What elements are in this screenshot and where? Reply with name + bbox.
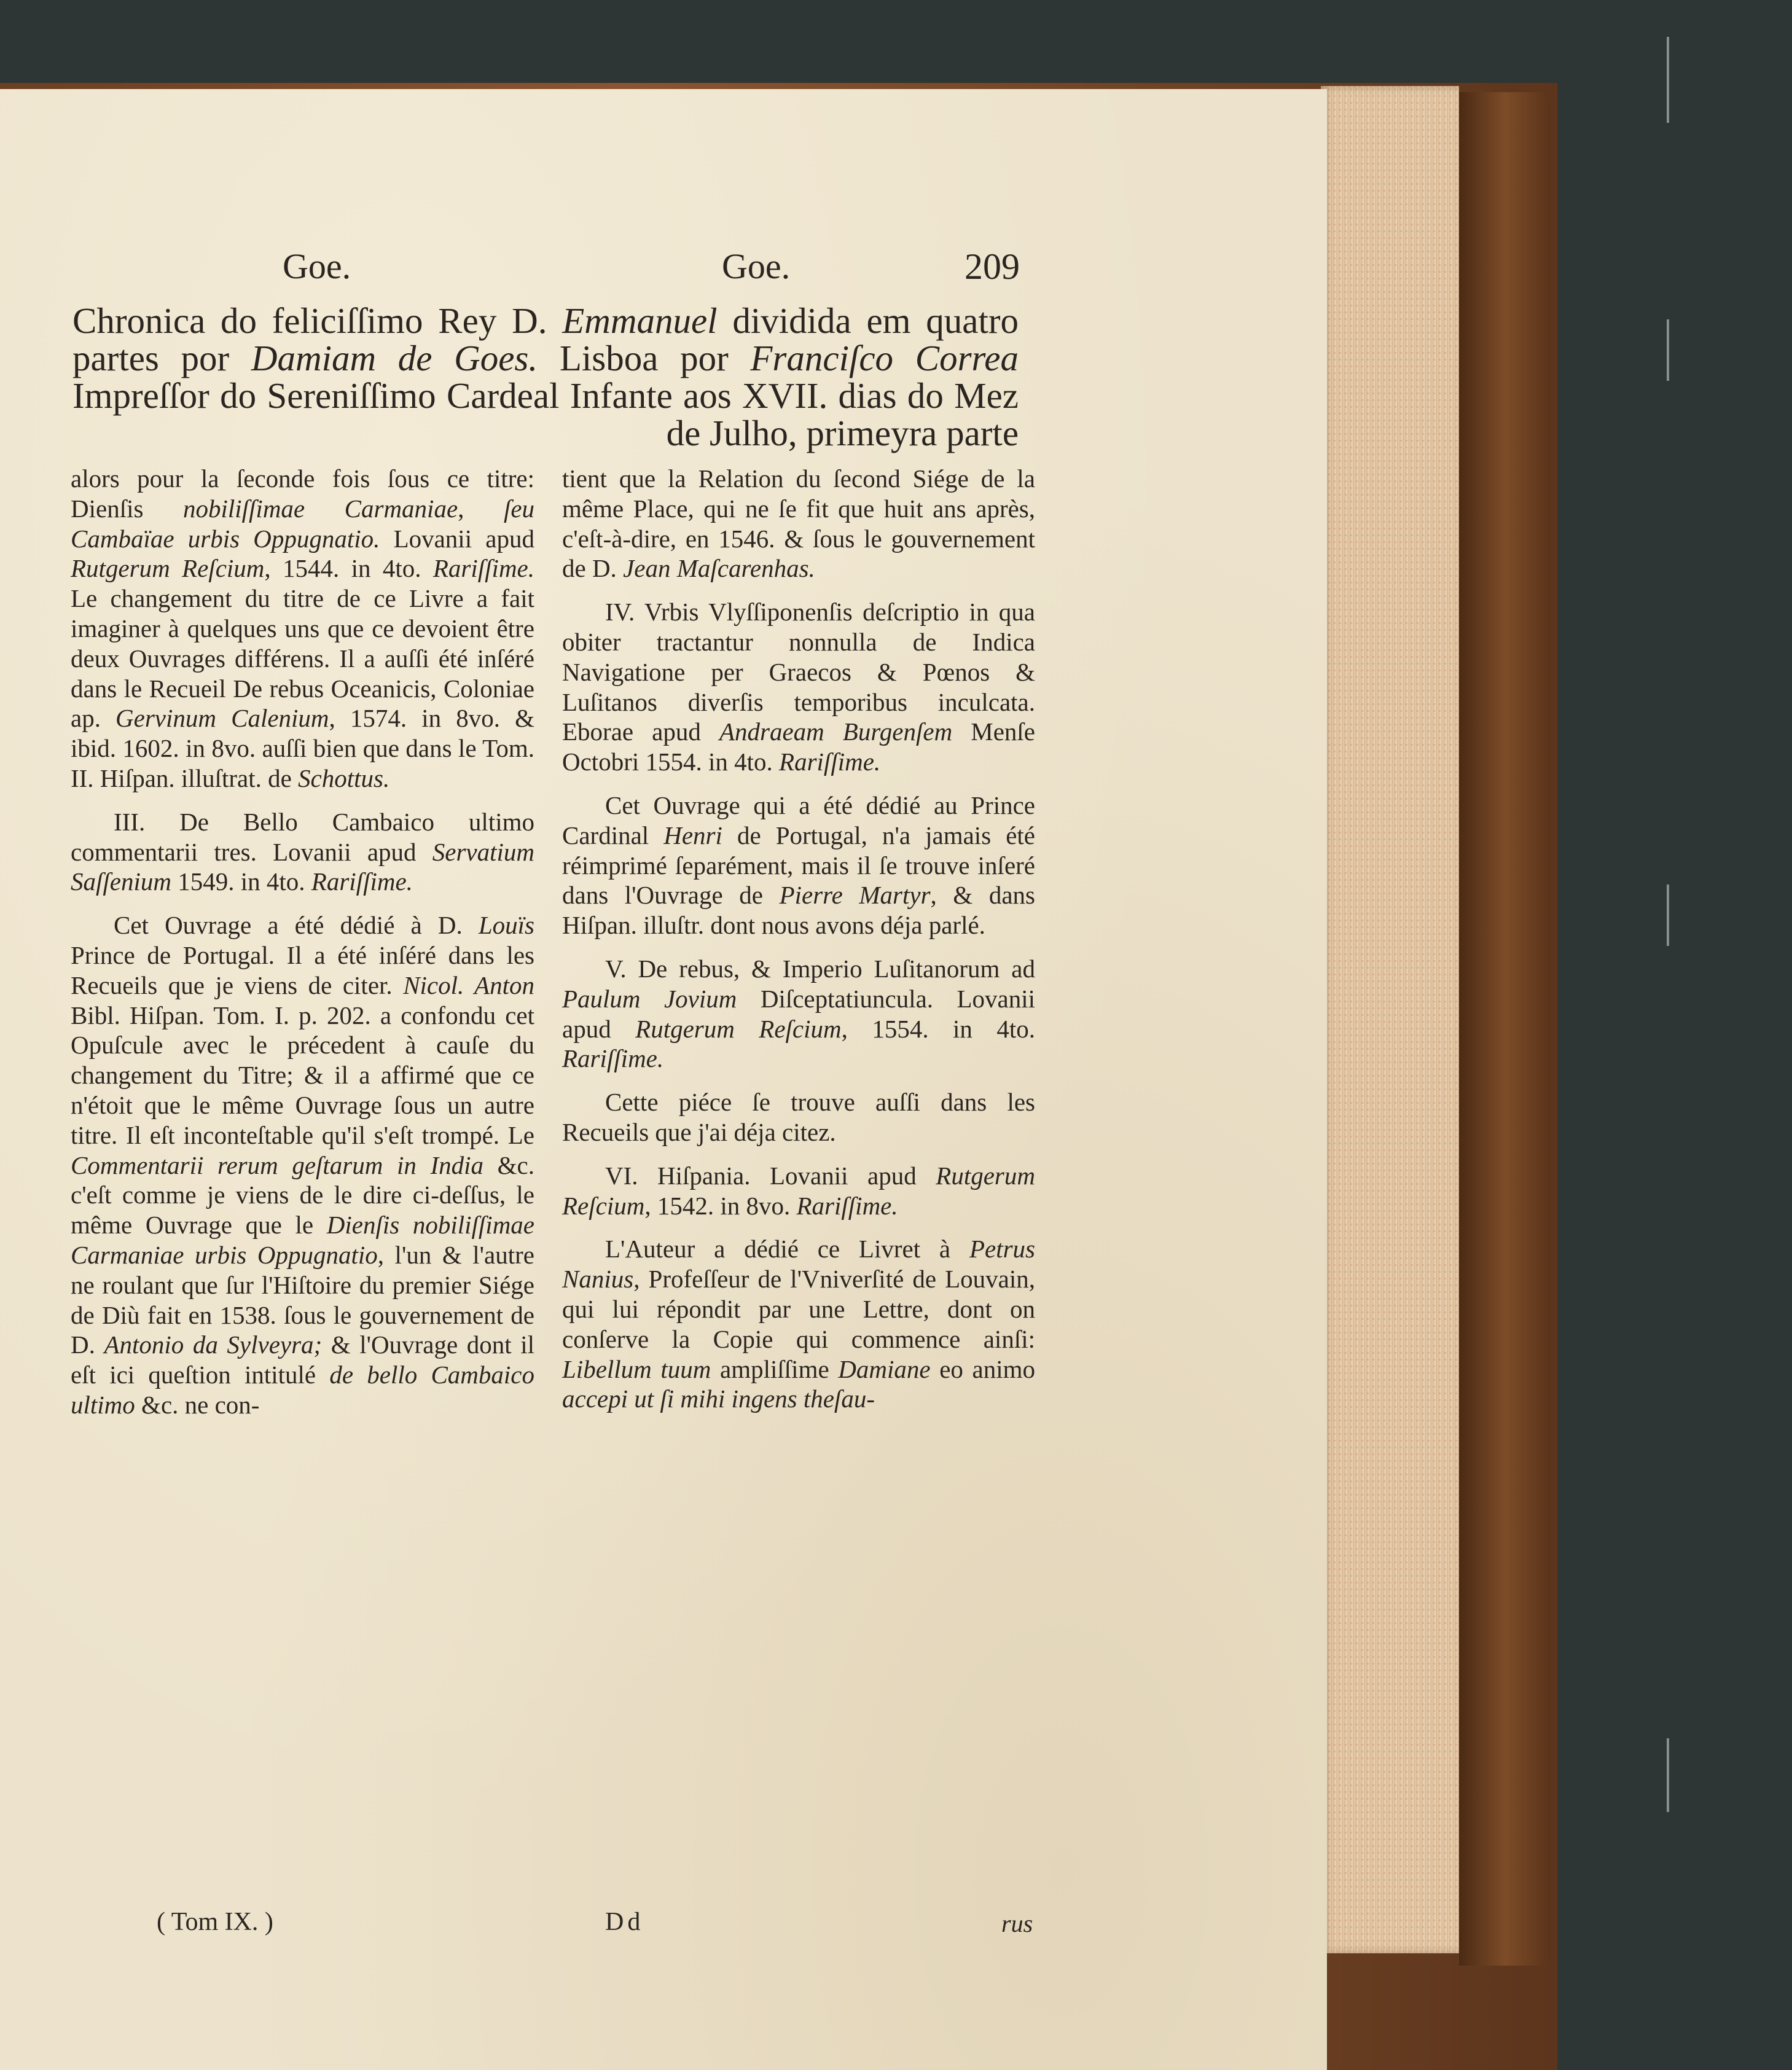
- text-run: eo animo: [930, 1354, 1035, 1383]
- gathering-signature: Dd: [605, 1908, 644, 1936]
- paragraph: [562, 1087, 1035, 1147]
- text-run: Rutgerum Reſcium: [562, 1161, 1035, 1220]
- ruler-mark: [1667, 885, 1669, 946]
- text-run: , 1542. in 8vo.: [644, 1191, 797, 1220]
- text-run: Cet Ouvrage a été dédié à D.: [114, 911, 479, 940]
- text-run: , Profeſſeur de l'Vniverſité de Louvain, qui lui répondit par une Lettre, dont on conſerve la Copie qui commence ainſi:: [562, 1265, 1035, 1353]
- text-run: Rariſſime.: [432, 554, 534, 583]
- paragraph: [562, 1161, 1035, 1221]
- text-run: Rariſſime.: [796, 1191, 898, 1220]
- text-run: Libellum tuum: [562, 1354, 711, 1383]
- text-run: accepi ut ſi mihi ingens theſau-: [562, 1385, 875, 1413]
- text-run: Jean Maſcarenhas.: [623, 554, 815, 583]
- text-run: , 1554. in 4to.: [841, 1014, 1036, 1043]
- text-run: ,: [458, 494, 504, 523]
- text-run: Menſe Octobri 1554. in 4to.: [562, 717, 1035, 776]
- text-run: Servatium Saſſenium: [71, 837, 534, 896]
- text-run: Le changement du titre de ce Livre a fait imaginer à quelques uns que ce devoient être deux Ouvrages différens. Il a auſſi été inſéré dans le Recueil De rebus Oceanicis, Coloniae ap.: [71, 584, 534, 733]
- paragraph: [562, 1234, 1035, 1414]
- running-head: [74, 246, 1032, 295]
- text-run: Cet Ouvrage qui a été dédié au Prince Cardinal: [562, 791, 1035, 849]
- text-run: Damiane: [838, 1354, 931, 1383]
- right-column: [562, 464, 1035, 1428]
- ruler-mark: [1667, 1738, 1669, 1812]
- text-run: , l'un & l'autre ne roulant que ſur l'Hiſtoire du premier Siége de Diù fait en 1538. ſous le gouvernement de D.: [71, 1240, 534, 1359]
- text-run: IV. Vrbis Vlyſſiponenſis deſcriptio in qua obiter tractantur nonnulla de Indica Navigatione per Graecos & Pœnos & Luſitanos diverſis temporibus inculcata. Eborae apud: [562, 598, 1035, 746]
- text-run: de bello Cambaico ultimo: [71, 1361, 534, 1419]
- text-run: Paulum Jovium: [562, 984, 737, 1013]
- paragraph: [71, 464, 534, 794]
- text-run: Rariſſime.: [311, 867, 413, 896]
- heading-part: Chronica do feliciſſimo Rey D.: [72, 300, 563, 341]
- text-run: Rutgerum Reſcium: [71, 554, 265, 583]
- text-run: de Portugal, n'a jamais été réimprimé ſeparément, mais il ſe trouve inſeré dans l'Ouvrage de: [562, 821, 1035, 910]
- cover-spine-edge: [1459, 92, 1551, 1966]
- text-run: Diſceptatiuncula. Lovanii apud: [562, 984, 1035, 1043]
- text-run: ſeu Cambaïae urbis Oppugnatio.: [71, 494, 535, 553]
- text-run: III. De Bello Cambaico ultimo commentarii tres. Lovanii apud: [71, 807, 534, 866]
- text-run: Commentarii rerum geſtarum in India: [71, 1150, 484, 1179]
- text-run: Rariſſime.: [562, 1044, 664, 1073]
- heading-part: Lisboa por: [538, 338, 751, 378]
- text-run: Cette piéce ſe trouve auſſi dans les Recueils que j'ai déja citez.: [562, 1088, 1035, 1146]
- heading-part: Emmanuel: [562, 300, 718, 341]
- ruler-mark: [1667, 37, 1669, 123]
- paragraph: [71, 910, 534, 1420]
- text-run: tient que la Relation du ſecond Siége de la même Place, qui ne ſe fit que huit ans après, c'eſt-à-dire, en 1546. & ſous le gouvernement de D.: [562, 464, 1035, 583]
- text-run: Rutgerum Reſcium: [635, 1014, 842, 1043]
- text-run: Nicol. Anton: [403, 971, 534, 999]
- text-run: Andraeam Burgenſem: [719, 717, 953, 746]
- catchword: rus: [1001, 1910, 1033, 1937]
- text-run: &c. ne con-: [135, 1390, 260, 1419]
- text-run: Petrus Nanius: [562, 1235, 1035, 1294]
- text-run: & l'Ouvrage dont il eſt ici queſtion intitulé: [71, 1330, 534, 1389]
- paragraph: [562, 954, 1035, 1074]
- running-head-center: Goe.: [722, 246, 791, 286]
- page-number: 209: [964, 246, 1020, 287]
- text-run: ampliſſime: [711, 1354, 839, 1383]
- text-run: Prince de Portugal. Il a été inſéré dans les Recueils que je viens de citer.: [71, 940, 534, 999]
- entry-heading: [72, 302, 1019, 452]
- text-run: Antonio da Sylveyra;: [104, 1330, 323, 1359]
- heading-part: Franciſco Correa: [750, 338, 1019, 378]
- text-run: &c. c'eſt comme je viens de le dire ci-deſſus, le même Ouvrage que le: [71, 1150, 534, 1240]
- text-run: alors pour la ſeconde fois ſous ce titre: Dienſis: [71, 464, 534, 523]
- volume-signature: ( Tom IX. ): [157, 1908, 273, 1936]
- text-run: Schottus.: [298, 764, 390, 792]
- text-run: , 1574. in 8vo. & ibid. 1602. in 8vo. auſſi bien que dans le Tom. II. Hiſpan. illuſtrat. de: [71, 704, 534, 792]
- ruler-mark: [1667, 319, 1669, 381]
- text-run: Bibl. Hiſpan. Tom. I. p. 202. a confondu cet Opuſcule avec le précedent à cauſe du changement du Titre; & il a affirmé que ce n'étoit que le même Ouvrage ſous un autre titre. Il eſt inconteſtable qu'il s'eſt trompé. Le: [71, 1001, 534, 1149]
- text-run: L'Auteur a dédié ce Livret à: [605, 1235, 969, 1263]
- page-fore-edge: [1321, 86, 1459, 1953]
- text-run: Louïs: [478, 911, 534, 940]
- heading-part: Impreſſor do Sereniſſimo Cardeal Infante aos XVII. dias do Mez de Julho, primeyra parte: [72, 375, 1019, 453]
- left-column: [71, 464, 534, 1434]
- paragraph: [562, 597, 1035, 777]
- text-run: Rariſſime.: [779, 748, 881, 776]
- heading-part: Damiam de Goes.: [251, 338, 538, 378]
- text-run: Gervinum Calenium: [115, 704, 329, 733]
- text-run: Lovanii apud: [380, 524, 534, 553]
- text-run: nobiliſſimae Carmaniae: [182, 494, 458, 523]
- text-run: , & dans Hiſpan. illuſtr. dont nous avons déja parlé.: [562, 881, 1036, 940]
- text-run: V. De rebus, & Imperio Luſitanorum ad: [605, 954, 1035, 983]
- text-run: , 1544. in 4to.: [264, 554, 433, 583]
- text-run: 1549. in 4to.: [171, 867, 311, 896]
- text-run: Henri: [663, 821, 722, 849]
- paragraph: [71, 807, 534, 897]
- text-run: Dienſis nobiliſſimae Carmaniae urbis Oppugnatio: [71, 1211, 534, 1269]
- text-run: Pierre Martyr: [779, 881, 931, 910]
- paragraph: [562, 464, 1035, 584]
- heading-part: dividida em quatro partes por: [72, 300, 1019, 378]
- running-head-left: Goe.: [283, 246, 351, 286]
- text-run: VI. Hiſpania. Lovanii apud: [605, 1161, 936, 1190]
- paragraph: [562, 791, 1035, 940]
